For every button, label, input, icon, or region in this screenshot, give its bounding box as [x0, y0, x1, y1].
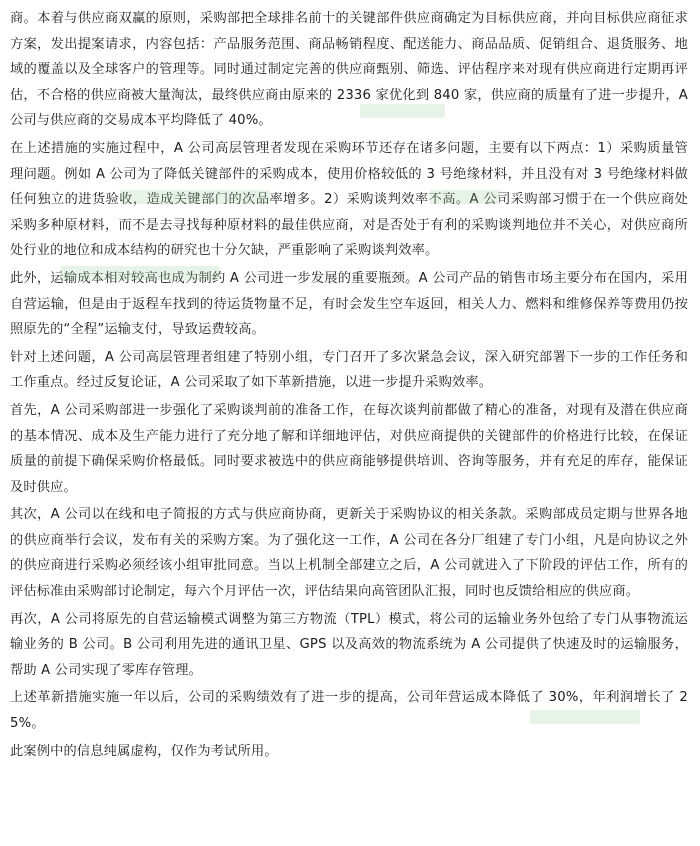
paragraph-1: 商。本着与供应商双赢的原则，采购部把全球排名前十的关键部件供应商确定为目标供应商，并向目标供应商征求方案，发出提案请求，内容包括：产品服务范围、商品畅销程度、配送能力、商品品质、促销组合、退货服务、地域的覆盖以及全球客户的管理等。同时通过制定完善的供应商甄别、筛选、评估程序来对现有供应商进行定期再评估，不合格的供应商被大量淘汰，最终供应商由原来的 2336 家优化到 840 家，供应商的质量有了进一步提升，A 公司与供应商的交易成本平均降低了 40%。 — [10, 11, 688, 129]
paragraph-9: 此案例中的信息纯属虚构，仅作为考试所用。 — [10, 743, 278, 759]
paragraph-5: 首先，A 公司采购部进一步强化了采购谈判前的准备工作，在每次谈判前都做了精心的准备，对现有及潜在供应商的基本情况、成本及生产能力进行了充分地了解和详细地评估，对供应商提供的关键部件的价格进行比较，在保证质量的前提下确保采购价格最低。同时要求被选中的供应商能够提供培训、咨询等服务，并有充足的库存，能保证及时供应。 — [10, 402, 688, 495]
paragraph-7: 再次，A 公司将原先的自营运输模式调整为第三方物流（TPL）模式，将公司的运输业务外包给了专门从事物流运输业务的 B 公司。B 公司利用先进的通讯卫星、GPS 以及高效的物流系统为 A 公司提供了快速及时的运输服务，帮助 A 公司实现了零库存管理。 — [10, 611, 688, 678]
paragraph-6: 其次，A 公司以在线和电子简报的方式与供应商协商，更新关于采购协议的相关条款。采购部成员定期与世界各地的供应商举行会议，发布有关的采购方案。为了强化这一工作，A 公司在各分厂组建了专门小组，凡是向协议之外的供应商进行采购必须经该小组审批同意。当以上机制全部建立之后，A 公司就进入了下阶段的评估工作，所有的评估标准由采购部讨论制定，每六个月评估一次，评估结果向高管团队汇报，同时也反馈给相应的供应商。 — [10, 507, 688, 600]
paragraph-2: 在上述措施的实施过程中，A 公司高层管理者发现在采购环节还存在诸多问题，主要有以下两点：1）采购质量管理问题。例如 A 公司为了降低关键部件的采购成本，使用价格较低的 3 号绝缘材料，并且没有对 3 号绝缘材料做任何独立的进货验收，造成关键部门的次品率增多。2）采购谈判效率不高。A 公司采购部习惯于在一个供应商处采购多种原材料，而不是去寻找每种原材料的最佳供应商，对是否处于有利的采购谈判地位并不关心，对供应商所处行业的地位和成本结构的研究也十分欠缺，严重影响了采购谈判效率。 — [10, 140, 688, 259]
document-body — [10, 6, 688, 766]
paragraph-3: 此外，运输成本相对较高也成为制约 A 公司进一步发展的重要瓶颈。A 公司产品的销售市场主要分布在国内，采用自营运输，但是由于返程车找到的待运货物量不足，有时会发生空车返回，相关人力、燃料和维修保养等费用仍按照原先的“全程”运输支付，导致运费较高。 — [10, 270, 688, 338]
paragraph-8: 上述革新措施实施一年以后，公司的采购绩效有了进一步的提高，公司年营运成本降低了 30%，年利润增长了 25%。 — [10, 690, 688, 732]
paragraph-4: 针对上述问题，A 公司高层管理者组建了特别小组，专门召开了多次紧急会议，深入研究部署下一步的工作任务和工作重点。经过反复论证，A 公司采取了如下革新措施，以进一步提升采购效率。 — [10, 349, 688, 391]
